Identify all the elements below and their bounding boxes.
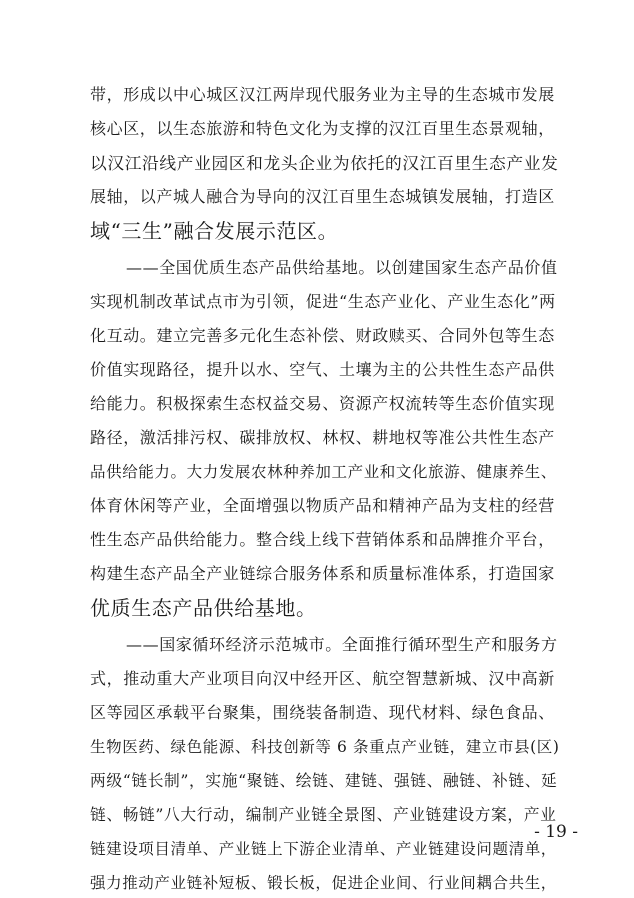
body-text-line: 核心区，以生态旅游和特色文化为支撑的汉江百里生态景观轴， — [90, 119, 555, 138]
body-text-line: 实现机制改革试点市为引领，促进“生态产业化、产业生态化”两 — [90, 292, 556, 311]
body-text-line: 化互动。建立完善多元化生态补偿、财政赎买、合同外包等生态 — [90, 326, 555, 345]
body-text-line: 给能力。积极探索生态权益交易、资源产权流转等生态价值实现 — [90, 394, 555, 413]
section-heading-line: ——国家循环经济示范城市。全面推行循环型生产和服务方 — [126, 635, 558, 654]
body-text-line: 链建设项目清单、产业链上下游企业清单、产业链建设问题清单， — [90, 840, 557, 858]
body-text-line: 性生态产品供给能力。整合线上线下营销体系和品牌推介平台， — [90, 530, 555, 549]
body-text-line: 区等园区承载平台聚集，围绕装备制造、现代材料、绿色食品、 — [90, 703, 555, 722]
body-text-line: 优质生态产品供给基地。 — [90, 596, 317, 620]
body-text-line: 强力推动产业链补短板、锻长板，促进企业间、行业间耦合共生， — [90, 874, 557, 892]
body-text-line: 式，推动重大产业项目向汉中经开区、航空智慧新城、汉中高新 — [90, 669, 555, 688]
body-text-line: 构建生态产品全产业链综合服务体系和质量标准体系，打造国家 — [90, 564, 555, 583]
body-text-line: 价值实现路径，提升以水、空气、土壤为主的公共性生态产品供 — [90, 360, 555, 379]
section-heading-line: ——全国优质生态产品供给基地。以创建国家生态产品价值 — [126, 258, 558, 277]
page-number: - 19 - — [534, 822, 578, 842]
body-text-line: 链、畅链”八大行动，编制产业链全景图、产业链建设方案，产业 — [90, 805, 557, 824]
body-text-line: 品供给能力。大力发展农林种养加工产业和文化旅游、健康养生、 — [90, 463, 557, 481]
body-text-line: 带，形成以中心城区汉江两岸现代服务业为主导的生态城市发展 — [90, 85, 555, 104]
body-text-line: 生物医药、绿色能源、科技创新等 6 条重点产业链，建立市县(区) — [90, 738, 560, 756]
body-text-line: 体育休闲等产业，全面增强以物质产品和精神产品为支柱的经营 — [90, 496, 555, 515]
body-text-line: 路径，激活排污权、碳排放权、林权、耕地权等准公共性生态产 — [90, 428, 555, 447]
body-text-line: 以汉江沿线产业园区和龙头企业为依托的汉江百里生态产业发 — [90, 153, 559, 173]
body-text-line: 两级“链长制”，实施“聚链、绘链、建链、强链、融链、补链、延 — [90, 771, 558, 790]
body-text-line: 域“三生”融合发展示范区。 — [90, 219, 339, 243]
body-text-line: 展轴，以产城人融合为导向的汉江百里生态城镇发展轴，打造区 — [90, 187, 555, 206]
